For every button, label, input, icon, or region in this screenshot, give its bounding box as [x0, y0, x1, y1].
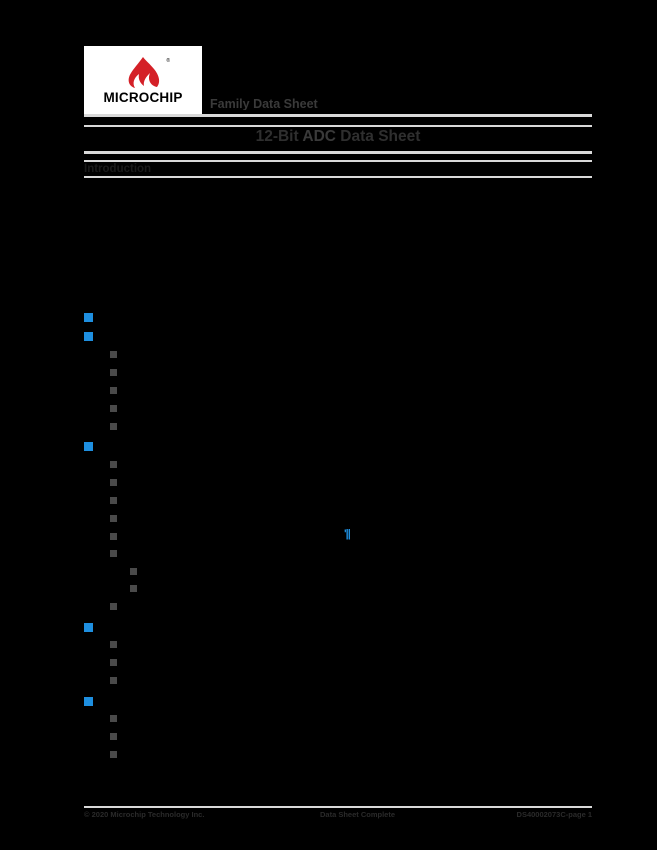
feature-subbullet-3-5 [110, 533, 117, 540]
feature-subbullet-2-2 [110, 369, 117, 376]
feature-subbullet-4-1 [110, 641, 117, 648]
microchip-wordmark: MICROCHIP [103, 89, 183, 105]
footer-status: Data Sheet Complete [320, 810, 396, 819]
feature-subbullet-3-2 [110, 479, 117, 486]
header-rule-third [84, 151, 592, 154]
header-rule-fourth [84, 160, 592, 162]
feature-subbullet-2-3 [110, 387, 117, 394]
footer-page-number: DS40002073C-page 1 [516, 810, 592, 819]
feature-subbullet-3-4 [110, 515, 117, 522]
page-title-main: ADC [302, 128, 336, 145]
feature-subbullet-3-3 [110, 497, 117, 504]
feature-subsubbullet-3-6-2 [130, 585, 137, 592]
feature-bullet-1 [84, 313, 93, 322]
microchip-flame-logo [114, 56, 172, 90]
page-title [84, 128, 592, 146]
feature-bullet-3 [84, 442, 93, 451]
feature-bullet-4 [84, 623, 93, 632]
feature-subbullet-3-1 [110, 461, 117, 468]
document-family-line: Family Data Sheet [210, 97, 318, 110]
section-heading-introduction: Introduction [84, 163, 152, 175]
page-footer [84, 810, 592, 822]
feature-subbullet-4-2 [110, 659, 117, 666]
feature-bullet-5 [84, 697, 93, 706]
header-rule-fifth [84, 176, 592, 178]
feature-subbullet-2-5 [110, 423, 117, 430]
page-title-suffix: Data Sheet [340, 128, 421, 145]
page-title-prefix: 12-Bit [255, 128, 299, 145]
feature-subbullet-5-2 [110, 733, 117, 740]
footer-copyright: © 2020 Microchip Technology Inc. [84, 810, 205, 819]
feature-subsubbullet-3-6-1 [130, 568, 137, 575]
footer-rule [84, 806, 592, 808]
feature-subbullet-2-1 [110, 351, 117, 358]
registered-trademark-icon: ® [166, 57, 170, 64]
feature-subbullet-5-1 [110, 715, 117, 722]
feature-subbullet-3-7 [110, 603, 117, 610]
feature-subbullet-3-6 [110, 550, 117, 557]
feature-subbullet-2-4 [110, 405, 117, 412]
inline-highlight-text: '|| [344, 528, 350, 540]
header-rule-second [84, 125, 592, 127]
introduction-paragraph [84, 186, 592, 302]
header-rule-top [84, 114, 592, 117]
feature-subbullet-5-3 [110, 751, 117, 758]
feature-subbullet-4-3 [110, 677, 117, 684]
feature-bullet-2 [84, 332, 93, 341]
microchip-logo [84, 46, 202, 114]
